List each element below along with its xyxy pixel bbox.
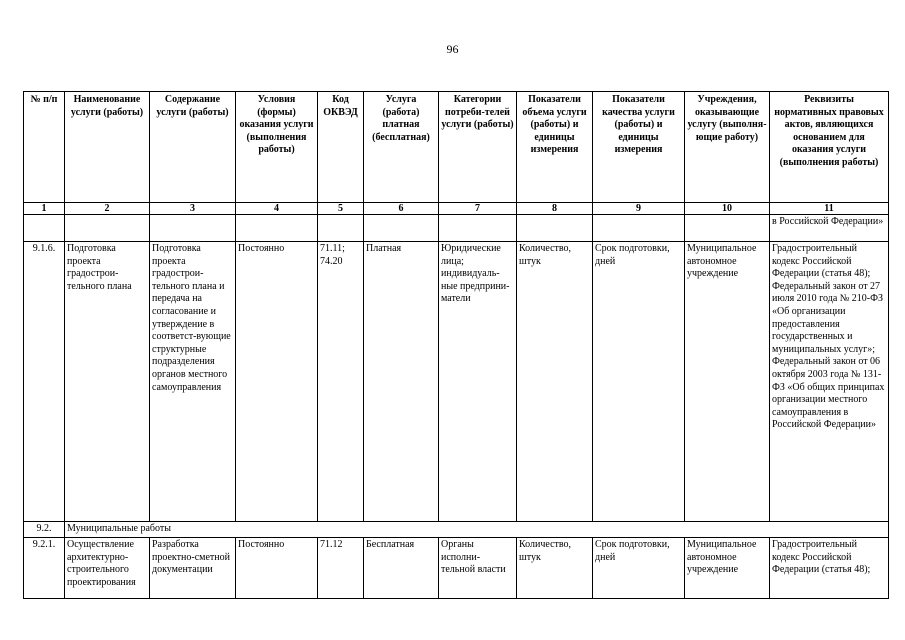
header-cell-service-name: Наименование услуги (работы) bbox=[65, 92, 150, 203]
service-name-cell: Осуществление архитектурно-строительного проектирования bbox=[65, 538, 150, 599]
table-row-continuation bbox=[24, 215, 889, 242]
row-number-cell: 9.2.1. bbox=[24, 538, 65, 599]
column-number: 1 bbox=[24, 203, 65, 215]
services-table bbox=[23, 91, 889, 599]
legal-acts-cell: Градостроительный кодекс Российской Федерации (статья 48); bbox=[770, 538, 889, 599]
header-cell-consumer-categories: Категории потреби-телей услуги (работы) bbox=[439, 92, 517, 203]
conditions-cell: Постоянно bbox=[236, 242, 318, 522]
header-cell-okved-code: Код ОКВЭД bbox=[318, 92, 364, 203]
header-cell-volume-indicators: Показатели объема услуги (работы) и единицы измерения bbox=[517, 92, 593, 203]
okved-code-cell: 71.12 bbox=[318, 538, 364, 599]
table-cell bbox=[439, 215, 517, 242]
table-cell bbox=[318, 215, 364, 242]
table-cell bbox=[150, 215, 236, 242]
column-number: 7 bbox=[439, 203, 517, 215]
column-number: 10 bbox=[685, 203, 770, 215]
table-cell bbox=[236, 215, 318, 242]
column-number: 4 bbox=[236, 203, 318, 215]
table-cell bbox=[364, 215, 439, 242]
consumer-categories-cell: Органы исполни-тельной власти bbox=[439, 538, 517, 599]
quality-indicators-cell: Срок подготовки, дней bbox=[593, 242, 685, 522]
section-title-cell: Муниципальные работы bbox=[65, 522, 889, 538]
column-number: 11 bbox=[770, 203, 889, 215]
header-cell-paid-free: Услуга (работа) платная (бесплатная) bbox=[364, 92, 439, 203]
table-cell bbox=[517, 215, 593, 242]
header-cell-institutions: Учреждения, оказывающие услугу (выполня-ющие работу) bbox=[685, 92, 770, 203]
page-number: 96 bbox=[446, 42, 459, 56]
volume-indicators-cell: Количество, штук bbox=[517, 242, 593, 522]
legal-acts-cell: Градостроительный кодекс Российской Федерации (статья 48); Федеральный закон от 27 июля 2010 года № 210-ФЗ «Об организации предоставления государственных и муниципальных услуг»; Федеральный закон от 06 октября 2003 года № 131-ФЗ «Об общих принципах организации местного самоуправления в Российской Федерации» bbox=[770, 242, 889, 522]
consumer-categories-cell: Юридические лица; индивидуаль-ные предприни-матели bbox=[439, 242, 517, 522]
paid-free-cell: Бесплатная bbox=[364, 538, 439, 599]
conditions-cell: Постоянно bbox=[236, 538, 318, 599]
table-cell bbox=[685, 215, 770, 242]
table-cell bbox=[24, 215, 65, 242]
section-number-cell: 9.2. bbox=[24, 522, 65, 538]
header-cell-quality-indicators: Показатели качества услуги (работы) и единицы измерения bbox=[593, 92, 685, 203]
legal-acts-cell: в Российской Федерации» bbox=[770, 215, 889, 242]
service-content-cell: Подготовка проекта градострои-тельного плана и передача на согласование и утверждение в соответст-вующие структурные подразделения органов местного самоуправления bbox=[150, 242, 236, 522]
table-cell bbox=[65, 215, 150, 242]
header-row bbox=[24, 92, 889, 203]
header-cell-number: № п/п bbox=[24, 92, 65, 203]
institutions-cell: Муниципальное автономное учреждение bbox=[685, 538, 770, 599]
table-row-9-2-1 bbox=[24, 538, 889, 599]
column-number: 6 bbox=[364, 203, 439, 215]
header-cell-legal-acts: Реквизиты нормативных правовых актов, являющихся основанием для оказания услуги (выполнения работы) bbox=[770, 92, 889, 203]
section-row-9-2 bbox=[24, 522, 889, 538]
header-cell-conditions: Условия (формы) оказания услуги (выполнения работы) bbox=[236, 92, 318, 203]
paid-free-cell: Платная bbox=[364, 242, 439, 522]
service-name-cell: Подготовка проекта градострои-тельного плана bbox=[65, 242, 150, 522]
row-number-cell: 9.1.6. bbox=[24, 242, 65, 522]
okved-code-cell: 71.11; 74.20 bbox=[318, 242, 364, 522]
column-number: 5 bbox=[318, 203, 364, 215]
quality-indicators-cell: Срок подготовки, дней bbox=[593, 538, 685, 599]
header-cell-service-content: Содержание услуги (работы) bbox=[150, 92, 236, 203]
column-number: 3 bbox=[150, 203, 236, 215]
table-row-9-1-6 bbox=[24, 242, 889, 522]
volume-indicators-cell: Количество, штук bbox=[517, 538, 593, 599]
column-number: 9 bbox=[593, 203, 685, 215]
column-number-row bbox=[24, 203, 889, 215]
column-number: 2 bbox=[65, 203, 150, 215]
institutions-cell: Муниципальное автономное учреждение bbox=[685, 242, 770, 522]
table-cell bbox=[593, 215, 685, 242]
service-content-cell: Разработка проектно-сметной документации bbox=[150, 538, 236, 599]
column-number: 8 bbox=[517, 203, 593, 215]
